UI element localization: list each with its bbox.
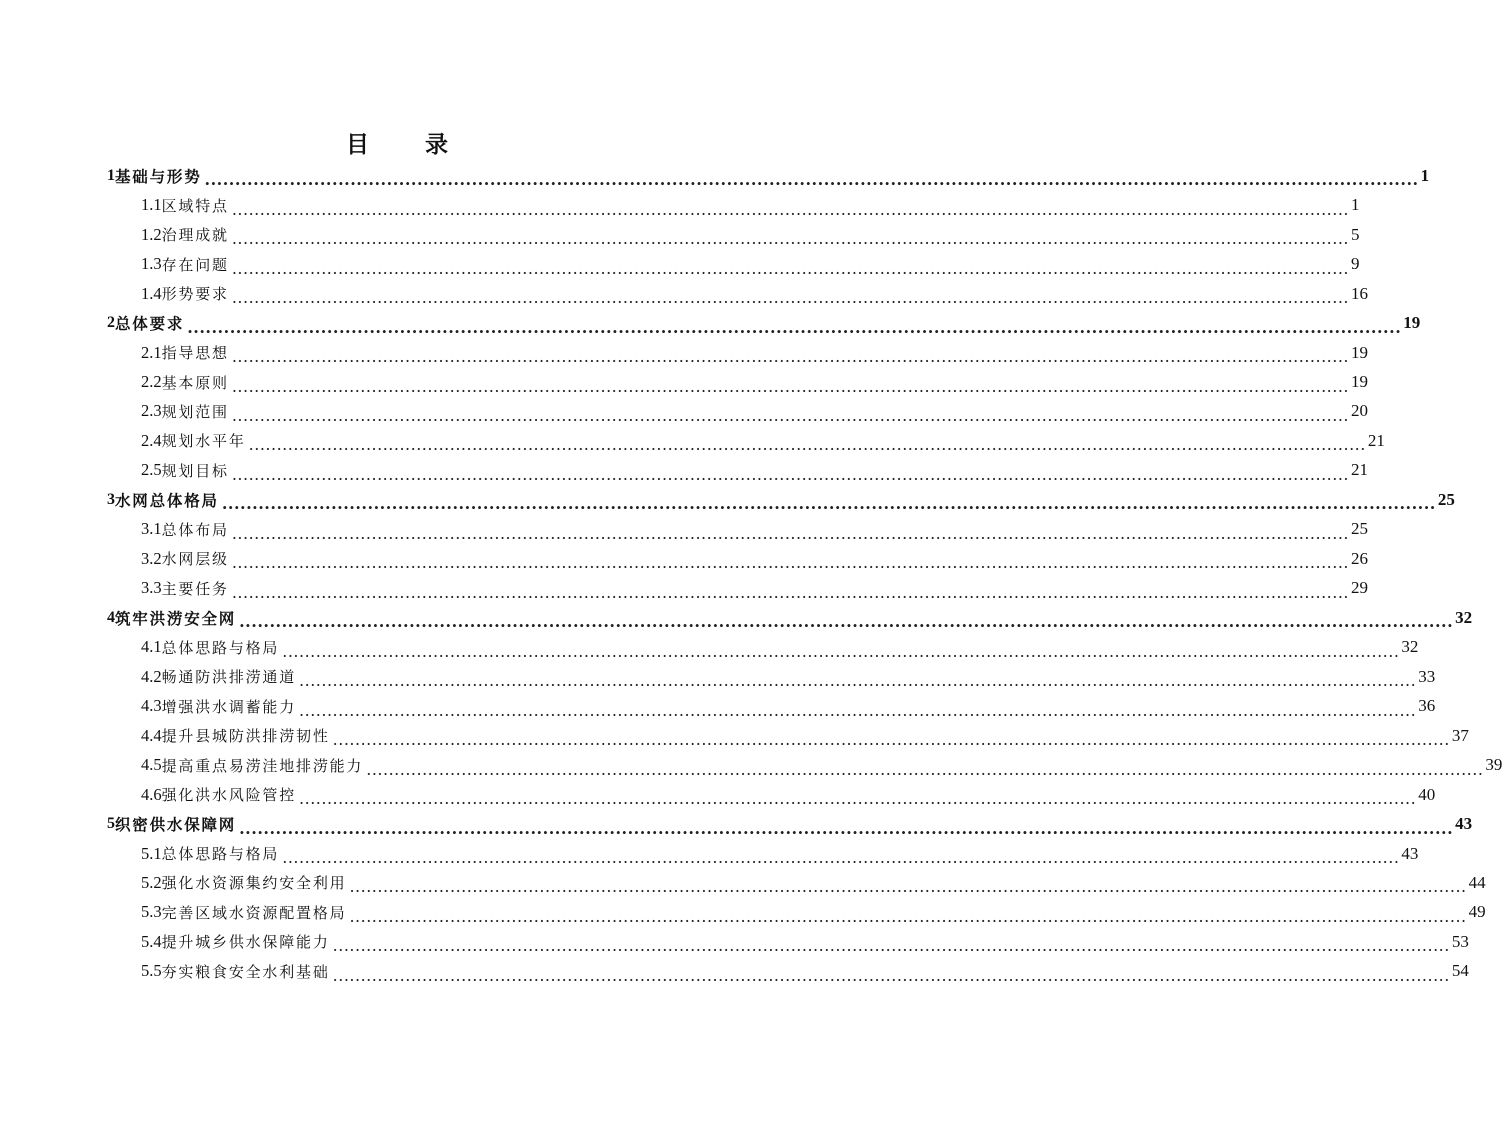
toc-entry-label: 提升城乡供水保障能力	[161, 933, 330, 952]
toc-entry-page-number: 25	[1437, 489, 1455, 509]
toc-dot-leader: ........................................................................................................................................................................................................	[332, 730, 1450, 750]
toc-section-entry[interactable]	[0, 780, 1436, 809]
toc-entry-label: 水网总体格局	[115, 491, 219, 510]
toc-entry-number: 5.3	[141, 902, 162, 922]
toc-entry-page-number: 19	[1351, 342, 1369, 362]
toc-section-entry[interactable]	[0, 691, 1436, 720]
toc-entry-number: 4.2	[141, 666, 162, 686]
toc-section-entry[interactable]	[0, 544, 1369, 573]
toc-section-entry[interactable]	[0, 426, 1385, 455]
toc-dot-leader: ........................................................................................................................................................................................................	[231, 199, 1350, 219]
toc-section-entry[interactable]	[0, 190, 1360, 219]
toc-dot-leader: ........................................................................................................................................................................................................	[299, 671, 1417, 691]
toc-dot-leader: ........................................................................................................................................................................................................	[349, 877, 1467, 897]
toc-dot-leader: ........................................................................................................................................................................................................	[221, 494, 1436, 514]
toc-entry-number: 5.1	[141, 843, 162, 863]
toc-chapter-entry[interactable]	[0, 308, 1421, 337]
toc-chapter-entry[interactable]	[0, 161, 1430, 190]
toc-dot-leader: ........................................................................................................................................................................................................	[231, 376, 1350, 396]
toc-entry-number: 2.5	[141, 460, 162, 480]
toc-chapter-entry[interactable]	[0, 485, 1455, 514]
toc-section-entry[interactable]	[0, 367, 1369, 396]
toc-section-entry[interactable]	[0, 249, 1360, 278]
toc-entry-number: 5.2	[141, 872, 162, 892]
toc-entry-page-number: 53	[1451, 931, 1469, 951]
toc-entry-page-number: 9	[1351, 254, 1360, 274]
toc-entry-page-number: 29	[1351, 578, 1369, 598]
toc-entry-page-number: 19	[1351, 372, 1369, 392]
toc-entry-label: 规划目标	[161, 461, 229, 480]
toc-entry-number: 4.4	[141, 725, 162, 745]
toc-entry-label: 总体思路与格局	[161, 845, 280, 864]
toc-entry-number: 2.1	[141, 342, 162, 362]
toc-entry-number: 3.2	[141, 548, 162, 568]
toc-entry-page-number: 44	[1468, 872, 1486, 892]
toc-section-entry[interactable]	[0, 750, 1502, 779]
toc-entry-page-number: 36	[1418, 696, 1436, 716]
toc-entry-label: 提高重点易涝洼地排涝能力	[161, 756, 364, 775]
toc-dot-leader: ........................................................................................................................................................................................................	[248, 435, 1366, 455]
toc-entry-label: 基础与形势	[115, 167, 202, 186]
toc-dot-leader: ........................................................................................................................................................................................................	[332, 965, 1450, 985]
toc-entry-page-number: 40	[1418, 784, 1436, 804]
toc-entry-number: 4	[107, 608, 115, 626]
toc-entry-number: 2.3	[141, 401, 162, 421]
toc-dot-leader: ........................................................................................................................................................................................................	[231, 229, 1350, 249]
toc-entry-label: 总体布局	[161, 520, 229, 539]
toc-chapter-entry[interactable]	[0, 809, 1473, 838]
toc-entry-page-number: 26	[1351, 548, 1369, 568]
toc-section-entry[interactable]	[0, 220, 1360, 249]
toc-entry-number: 2.4	[141, 430, 162, 450]
toc-entry-label: 基本原则	[161, 373, 229, 392]
toc-entry-number: 3.3	[141, 578, 162, 598]
toc-entry-label: 规划水平年	[161, 432, 246, 451]
toc-dot-leader: ........................................................................................................................................................................................................	[187, 317, 1402, 337]
toc-entry-page-number: 32	[1455, 607, 1473, 627]
toc-entry-number: 1.4	[141, 283, 162, 303]
toc-entry-number: 1.2	[141, 224, 162, 244]
toc-dot-leader: ........................................................................................................................................................................................................	[231, 464, 1350, 484]
toc-entry-number: 2	[107, 314, 115, 332]
toc-title: 目 录	[345, 132, 472, 158]
toc-dot-leader: ........................................................................................................................................................................................................	[332, 936, 1450, 956]
toc-entry-number: 3	[107, 490, 115, 508]
toc-entry-page-number: 49	[1468, 902, 1486, 922]
toc-entry-page-number: 5	[1351, 224, 1360, 244]
toc-entry-number: 5	[107, 815, 115, 833]
toc-list	[0, 161, 1502, 986]
toc-entry-page-number: 19	[1403, 313, 1421, 333]
toc-dot-leader: ........................................................................................................................................................................................................	[282, 641, 1400, 661]
toc-entry-label: 畅通防洪排涝通道	[161, 668, 297, 687]
toc-entry-page-number: 39	[1485, 755, 1502, 775]
toc-entry-page-number: 25	[1351, 519, 1369, 539]
toc-dot-leader: ........................................................................................................................................................................................................	[231, 405, 1350, 425]
toc-entry-label: 强化洪水风险管控	[161, 786, 297, 805]
toc-dot-leader: ........................................................................................................................................................................................................	[231, 553, 1350, 573]
toc-entry-label: 水网层级	[161, 550, 229, 569]
toc-section-entry[interactable]	[0, 957, 1469, 986]
toc-section-entry[interactable]	[0, 279, 1369, 308]
toc-entry-number: 1.1	[141, 195, 162, 215]
toc-entry-page-number: 1	[1420, 165, 1430, 185]
toc-entry-number: 4.3	[141, 696, 162, 716]
toc-chapter-entry[interactable]	[0, 603, 1473, 632]
toc-entry-label: 织密供水保障网	[115, 816, 237, 835]
toc-dot-leader: ........................................................................................................................................................................................................	[349, 906, 1467, 926]
toc-entry-page-number: 20	[1351, 401, 1369, 421]
toc-dot-leader: ........................................................................................................................................................................................................	[239, 612, 1454, 632]
toc-section-entry[interactable]	[0, 456, 1369, 485]
toc-section-entry[interactable]	[0, 927, 1469, 956]
toc-entry-page-number: 21	[1367, 430, 1385, 450]
toc-entry-number: 4.6	[141, 784, 162, 804]
toc-entry-label: 治理成就	[161, 226, 229, 245]
toc-section-entry[interactable]	[0, 662, 1436, 691]
toc-entry-number: 2.2	[141, 372, 162, 392]
toc-entry-number: 4.1	[141, 637, 162, 657]
toc-entry-number: 4.5	[141, 755, 162, 775]
toc-section-entry[interactable]	[0, 338, 1369, 367]
toc-entry-label: 主要任务	[161, 579, 229, 598]
toc-entry-page-number: 16	[1351, 283, 1369, 303]
toc-entry-page-number: 37	[1451, 725, 1469, 745]
toc-entry-label: 提升县城防洪排涝韧性	[161, 727, 330, 746]
toc-entry-label: 增强洪水调蓄能力	[161, 697, 297, 716]
toc-dot-leader: ........................................................................................................................................................................................................	[366, 759, 1484, 779]
toc-entry-page-number: 1	[1351, 195, 1360, 215]
toc-entry-number: 5.5	[141, 961, 162, 981]
toc-entry-page-number: 43	[1401, 843, 1419, 863]
toc-entry-page-number: 33	[1418, 666, 1436, 686]
toc-dot-leader: ........................................................................................................................................................................................................	[231, 582, 1350, 602]
toc-entry-label: 总体思路与格局	[161, 638, 280, 657]
toc-entry-number: 5.4	[141, 931, 162, 951]
toc-section-entry[interactable]	[0, 721, 1469, 750]
toc-entry-label: 筑牢洪涝安全网	[115, 609, 237, 628]
toc-dot-leader: ........................................................................................................................................................................................................	[282, 848, 1400, 868]
toc-entry-label: 规划范围	[161, 402, 229, 421]
toc-entry-label: 形势要求	[161, 285, 229, 304]
toc-entry-label: 指导思想	[161, 344, 229, 363]
toc-section-entry[interactable]	[0, 868, 1486, 897]
toc-entry-label: 强化水资源集约安全利用	[161, 874, 347, 893]
toc-entry-page-number: 43	[1455, 814, 1473, 834]
toc-section-entry[interactable]	[0, 633, 1419, 662]
toc-section-entry[interactable]	[0, 574, 1369, 603]
toc-dot-leader: ........................................................................................................................................................................................................	[299, 700, 1417, 720]
toc-entry-label: 完善区域水资源配置格局	[161, 903, 347, 922]
toc-entry-number: 1	[107, 166, 115, 184]
toc-dot-leader: ........................................................................................................................................................................................................	[231, 288, 1350, 308]
toc-entry-label: 存在问题	[161, 255, 229, 274]
toc-entry-page-number: 21	[1351, 460, 1369, 480]
toc-section-entry[interactable]	[0, 839, 1419, 868]
toc-entry-page-number: 32	[1401, 637, 1419, 657]
toc-entry-label: 总体要求	[115, 315, 185, 334]
toc-dot-leader: ........................................................................................................................................................................................................	[231, 523, 1350, 543]
toc-entry-label: 夯实粮食安全水利基础	[161, 962, 330, 981]
toc-entry-number: 3.1	[141, 519, 162, 539]
toc-entry-label: 区域特点	[161, 196, 229, 215]
toc-dot-leader: ........................................................................................................................................................................................................	[239, 818, 1454, 838]
toc-dot-leader: ........................................................................................................................................................................................................	[204, 170, 1419, 190]
toc-dot-leader: ........................................................................................................................................................................................................	[231, 258, 1350, 278]
toc-dot-leader: ........................................................................................................................................................................................................	[231, 347, 1350, 367]
toc-section-entry[interactable]	[0, 898, 1486, 927]
toc-entry-number: 1.3	[141, 254, 162, 274]
toc-entry-page-number: 54	[1451, 961, 1469, 981]
toc-dot-leader: ........................................................................................................................................................................................................	[299, 789, 1417, 809]
toc-section-entry[interactable]	[0, 397, 1369, 426]
toc-section-entry[interactable]	[0, 515, 1369, 544]
